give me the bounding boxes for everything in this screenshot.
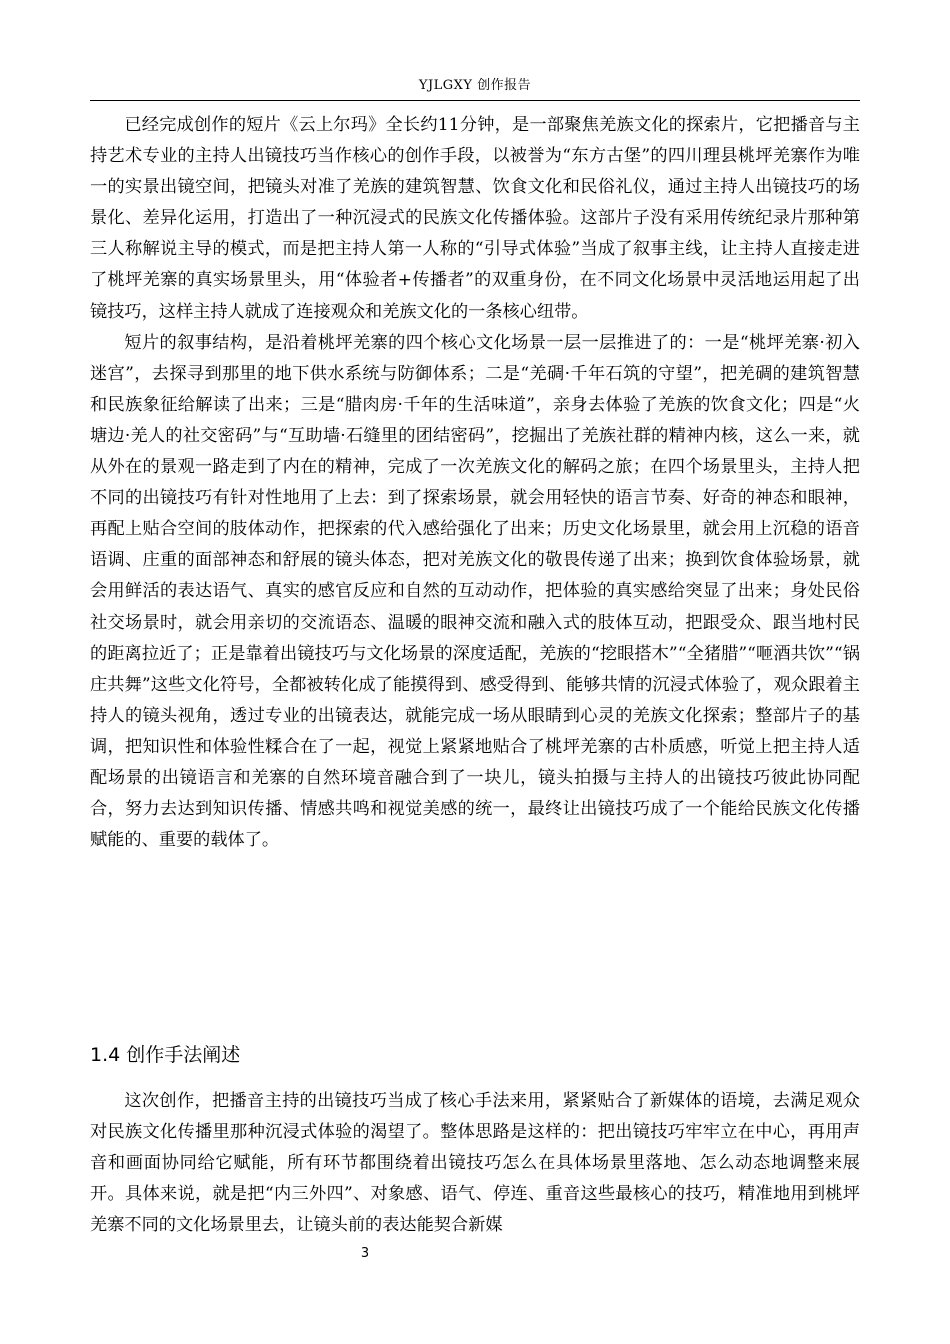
body-paragraph-1: 已经完成创作的短片《云上尔玛》全长约11分钟，是一部聚焦羌族文化的探索片，它把播音与主持艺术专业的主持人出镜技巧当作核心的创作手段，以被誉为“东方古堡”的四川理县桃坪羌寨作为唯一的实景出镜空间，把镜头对准了羌族的建筑智慧、饮食文化和民俗礼仪，通过主持人出镜技巧的场景化、差异化运用，打造出了一种沉浸式的民族文化传播体验。这部片子没有采用传统纪录片那种第三人称解说主导的模式，而是把主持人第一人称的“引导式体验”当成了叙事主线，让主持人直接走进了桃坪羌寨的真实场景里头，用“体验者+传播者”的双重身份，在不同文化场景中灵活地运用起了出镜技巧，这样主持人就成了连接观众和羌族文化的一条核心纽带。 <box>90 115 860 322</box>
section-body <box>90 1086 860 1241</box>
page-number: 3 <box>360 1246 370 1261</box>
body-paragraph-2: 短片的叙事结构，是沿着桃坪羌寨的四个核心文化场景一层一层推进了的：一是“桃坪羌寨·初入迷宫”，去探寻到那里的地下供水系统与防御体系；二是“羌碉·千年石筑的守望”，把羌碉的建筑智慧和民族象征给解读了出来；三是“腊肉房·千年的生活味道”，亲身去体验了羌族的饮食文化；四是“火塘边·羌人的社交密码”与“互助墙·石缝里的团结密码”，挖掘出了羌族社群的精神内核，这么一来，就从外在的景观一路走到了内在的精神，完成了一次羌族文化的解码之旅；在四个场景里头，主持人把不同的出镜技巧有针对性地用了上去：到了探索场景，就会用轻快的语言节奏、好奇的神态和眼神，再配上贴合空间的肢体动作，把探索的代入感给强化了出来；历史文化场景里，就会用上沉稳的语音语调、庄重的面部神态和舒展的镜头体态，把对羌族文化的敬畏传递了出来；换到饮食体验场景，就会用鲜活的表达语气、真实的感官反应和自然的互动动作，把体验的真实感给突显了出来；身处民俗社交场景时，就会用亲切的交流语态、温暖的眼神交流和融入式的肢体互动，把跟受众、跟当地村民的距离拉近了；正是靠着出镜技巧与文化场景的深度适配，羌族的“挖眼搭木”“全猪腊”“咂酒共饮”“锅庄共舞”这些文化符号，全都被转化成了能摸得到、感受得到、能够共情的沉浸式体验了，观众跟着主持人的镜头视角，透过专业的出镜表达，就能完成一场从眼睛到心灵的羌族文化探索；整部片子的基调，把知识性和体验性糅合在了一起，视觉上紧紧地贴合了桃坪羌寨的古朴质感，听觉上把主持人适配场景的出镜语言和羌寨的自然环境音融合到了一块儿，镜头拍摄与主持人的出镜技巧彼此协同配合，努力去达到知识传播、情感共鸣和视觉美感的统一，最终让出镜技巧成了一个能给民族文化传播赋能的、重要的载体了。 <box>90 332 860 851</box>
page-header: YJLGXY 创作报告 <box>418 78 532 93</box>
section-heading: 1.4 创作手法阐述 <box>90 1044 241 1066</box>
section-paragraph-1: 这次创作，把播音主持的出镜技巧当成了核心手法来用，紧紧贴合了新媒体的语境，去满足观众对民族文化传播里那种沉浸式体验的渴望了。整体思路是这样的：把出镜技巧牢牢立在中心，再用声音和画面协同给它赋能，所有环节都围绕着出镜技巧怎么在具体场景里落地、怎么动态地调整来展开。具体来说，就是把“内三外四”、对象感、语气、停连、重音这些最核心的技巧，精准地用到桃坪羌寨不同的文化场景里去，让镜头前的表达能契合新媒 <box>90 1091 860 1236</box>
header-divider <box>90 100 860 101</box>
main-content <box>90 110 860 1236</box>
